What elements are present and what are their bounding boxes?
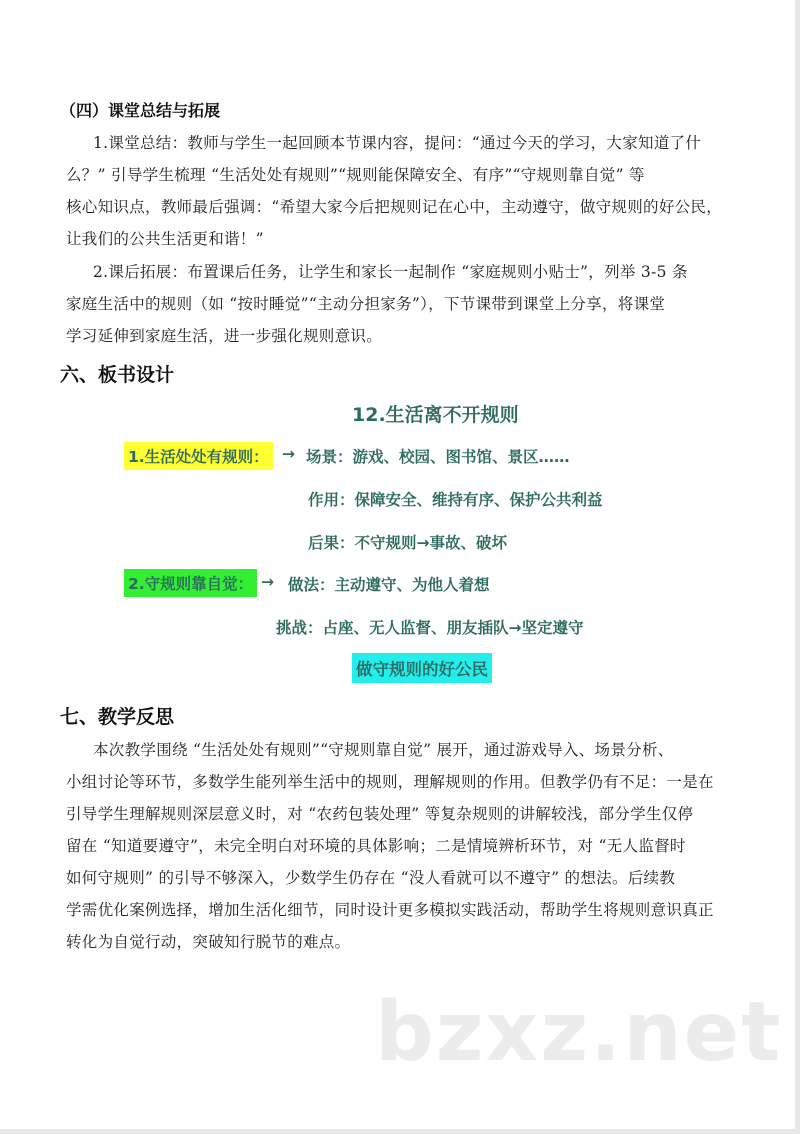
paragraph-line: 核心知识点，教师最后强调：“希望大家今后把规则记在心中，主动遵守，做守规则的好公民， [66, 198, 723, 216]
paragraph-line: 留在 “知道要遵守”，未完全明白对环境的具体影响；二是情境辨析环节，对 “无人监督时 [66, 837, 686, 855]
paragraph-line: 2.课后拓展：布置课后任务，让学生和家长一起制作 “家庭规则小贴士”，列举 3-5 条 [93, 263, 688, 281]
watermark: bzxz.net [375, 985, 783, 1080]
paragraph-line: 小组讨论等环节，多数学生能列举生活中的规则，理解规则的作用。但教学仍有不足：一是在 [66, 773, 714, 791]
board-title: 12.生活离不开规则 [352, 404, 519, 426]
board-point-1: 1.生活处处有规则： [124, 442, 273, 470]
page-edge [0, 1129, 800, 1134]
board-role: 作用：保障安全、维持有序、保护公共利益 [308, 491, 603, 509]
paragraph-line: 本次教学围绕 “生活处处有规则”“守规则靠自觉” 展开，通过游戏导入、场景分析、 [93, 741, 674, 759]
section-heading: 六、板书设计 [60, 364, 175, 386]
board-scene: 场景：游戏、校园、图书馆、景区…… [306, 448, 570, 466]
arrow-icon: → [282, 445, 295, 463]
arrow-icon: → [261, 573, 274, 591]
paragraph-line: 引导学生理解规则深层意义时，对 “农药包装处理” 等复杂规则的讲解较浅，部分学生仅停 [66, 805, 694, 823]
board-conclusion: 做守规则的好公民 [352, 653, 492, 683]
paragraph-line: 么？” 引导学生梳理 “生活处处有规则”“规则能保障安全、有序”“守规则靠自觉” 等 [66, 166, 645, 184]
paragraph-line: 家庭生活中的规则（如 “按时睡觉”“主动分担家务”），下节课带到课堂上分享，将课堂 [66, 295, 666, 313]
paragraph-line: 1.课堂总结：教师与学生一起回顾本节课内容，提问：“通过今天的学习，大家知道了什 [93, 134, 702, 152]
paragraph-line: 让我们的公共生活更和谐！” [66, 230, 264, 248]
paragraph-line: 学需优化案例选择，增加生活化细节，同时设计更多模拟实践活动，帮助学生将规则意识真正 [66, 901, 714, 919]
paragraph-line: 如何守规则” 的引导不够深入，少数学生仍存在 “没人看就可以不遵守” 的想法。后续教 [66, 869, 676, 887]
section-heading: 七、教学反思 [60, 706, 175, 728]
board-point-2: 2.守规则靠自觉： [124, 569, 257, 597]
paragraph-line: 转化为自觉行动，突破知行脱节的难点。 [66, 933, 351, 951]
board-method: 做法：主动遵守、为他人着想 [288, 576, 490, 594]
paragraph-line: 学习延伸到家庭生活，进一步强化规则意识。 [66, 327, 383, 345]
section-heading: （四）课堂总结与拓展 [60, 101, 221, 120]
board-challenge: 挑战：占座、无人监督、朋友插队→坚定遵守 [276, 619, 584, 637]
board-consequence: 后果：不守规则→事故、破坏 [308, 534, 507, 552]
page-edge [795, 0, 800, 1134]
